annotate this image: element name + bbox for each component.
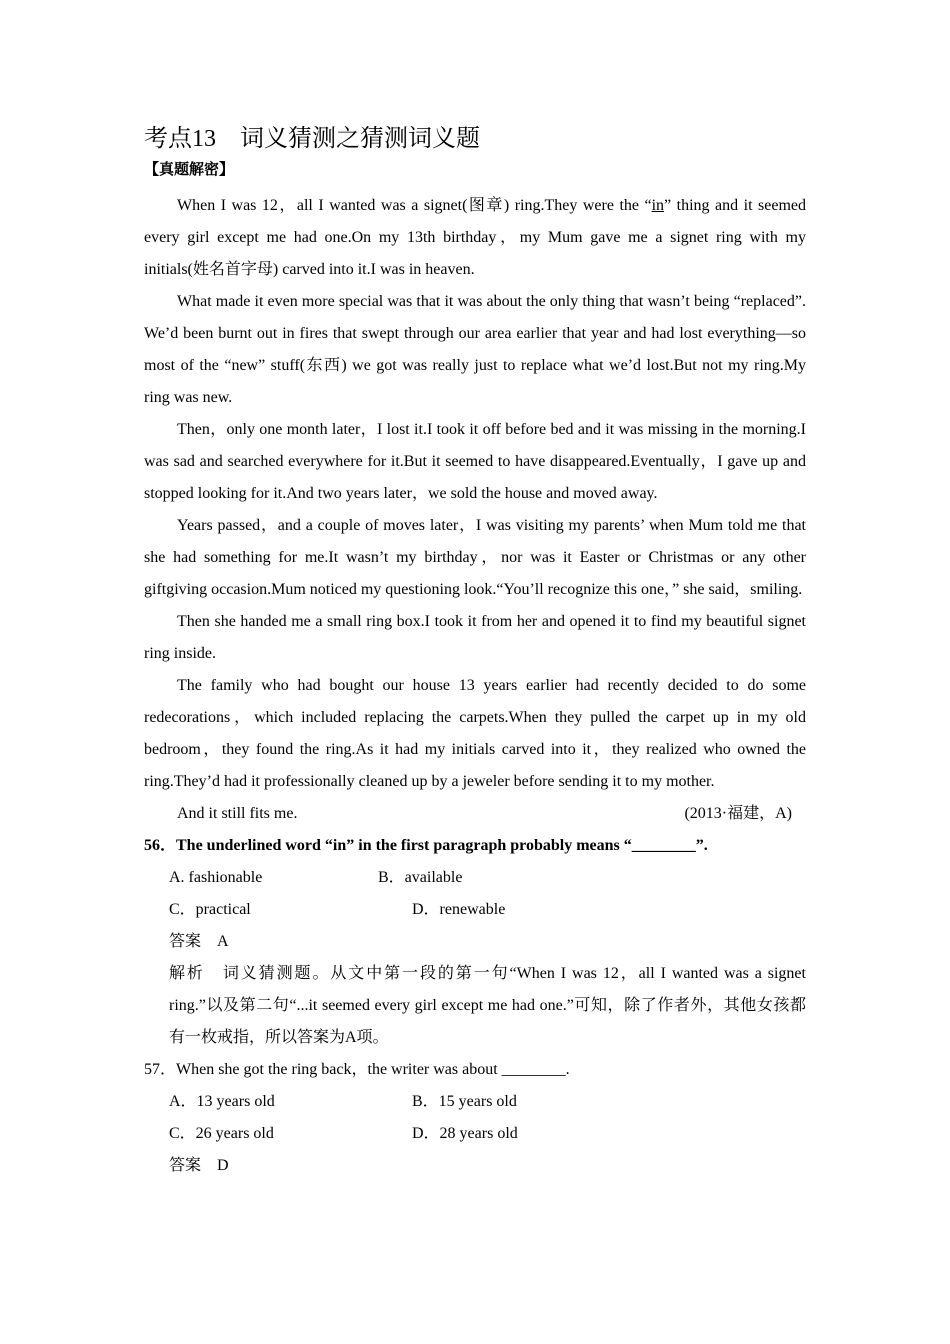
question-56-options-row-1	[144, 862, 806, 894]
passage-paragraph-1	[144, 190, 806, 286]
q56-option-b: B．available	[378, 869, 463, 886]
passage-closing-line	[144, 798, 806, 830]
source-citation: (2013·福建，A)	[684, 805, 792, 822]
question-57-stem: 57．When she got the ring back，the writer was about ________.	[144, 1061, 570, 1078]
question-56-stem: 56．The underlined word “in” in the first paragraph probably means “________”.	[144, 837, 708, 854]
document-page	[144, 122, 806, 1182]
passage-paragraph-5: Then she handed me a small ring box.I took it from her and opened it to find my beautiful signet ring inside.	[144, 613, 806, 662]
q57-option-b: B．15 years old	[412, 1093, 517, 1110]
q57-option-a: A．13 years old	[169, 1093, 275, 1110]
q56-answer-value: A	[217, 933, 229, 950]
title-topic: 词义猜测之猜测词义题	[240, 126, 480, 152]
passage-paragraph-4: Years passed，and a couple of moves later，I was visiting my parents’ when Mum told me that she had something for me.It wasn’t my birthday，nor was it Easter or Christmas or any other giftgiving occasion.Mum noticed my questioning look.“You’ll recognize this one，” she said，smiling.	[144, 517, 806, 598]
q56-answer-label: 答案	[169, 933, 202, 950]
p1-text-after: ” thing and it seemed every girl except me had one.On my 13th birthday，my Mum gave me a signet ring with my initials(姓名首字母) carved into it.I was in heaven.	[144, 197, 806, 278]
question-57-options-row-2	[144, 1118, 806, 1150]
p1-text-before: When I was 12，all I wanted was a signet(图章) ring.They were the “	[177, 197, 652, 214]
q56-analysis-text: 词义猜测题。从文中第一段的第一句“When I was 12，all I wanted was a signet ring.”以及第二句“...it seemed every girl except me had one.”可知，除了作者外，其他女孩都有一枚戒指，所以答案为A项。	[169, 965, 806, 1046]
q56-answer	[144, 926, 806, 958]
q56-option-c: C．practical	[169, 901, 251, 918]
page-title	[144, 122, 806, 156]
q57-option-d: D．28 years old	[412, 1125, 518, 1142]
title-prefix: 考点13	[144, 126, 216, 152]
passage-paragraph-2: What made it even more special was that it was about the only thing that wasn’t being “replaced”. We’d been burnt out in fires that swept through our area earlier that year and had lost everything—so most of the “new” stuff(东西) we got was really just to replace what we’d lost.But not my ring.My ring was new.	[144, 293, 806, 406]
q56-analysis	[144, 958, 806, 1054]
question-57-options-row-1	[144, 1086, 806, 1118]
section-label: 【真题解密】	[144, 162, 235, 178]
underlined-word: in	[651, 197, 665, 214]
q56-option-d: D．renewable	[412, 901, 506, 918]
passage-paragraph-3: Then，only one month later，I lost it.I took it off before bed and it was missing in the morning.I was sad and searched everywhere for it.But it seemed to have disappeared.Eventually，I gave up and stopped looking for it.And two years later，we sold the house and moved away.	[144, 421, 806, 502]
q57-answer-label: 答案	[169, 1157, 202, 1174]
question-56-options-row-2	[144, 894, 806, 926]
passage-paragraph-7: And it still fits me.	[177, 805, 298, 822]
q57-answer	[144, 1150, 806, 1182]
q56-analysis-label: 解析	[169, 965, 205, 982]
passage-paragraph-6: The family who had bought our house 13 years earlier had recently decided to do some redecorations，which included replacing the carpets.When they pulled the carpet up in my old bedroom，they found the ring.As it had my initials carved into it，they realized who owned the ring.They’d had it professionally cleaned up by a jeweler before sending it to my mother.	[144, 677, 806, 790]
q57-option-c: C．26 years old	[169, 1125, 274, 1142]
q56-option-a: A. fashionable	[169, 869, 263, 886]
q57-answer-value: D	[217, 1157, 229, 1174]
